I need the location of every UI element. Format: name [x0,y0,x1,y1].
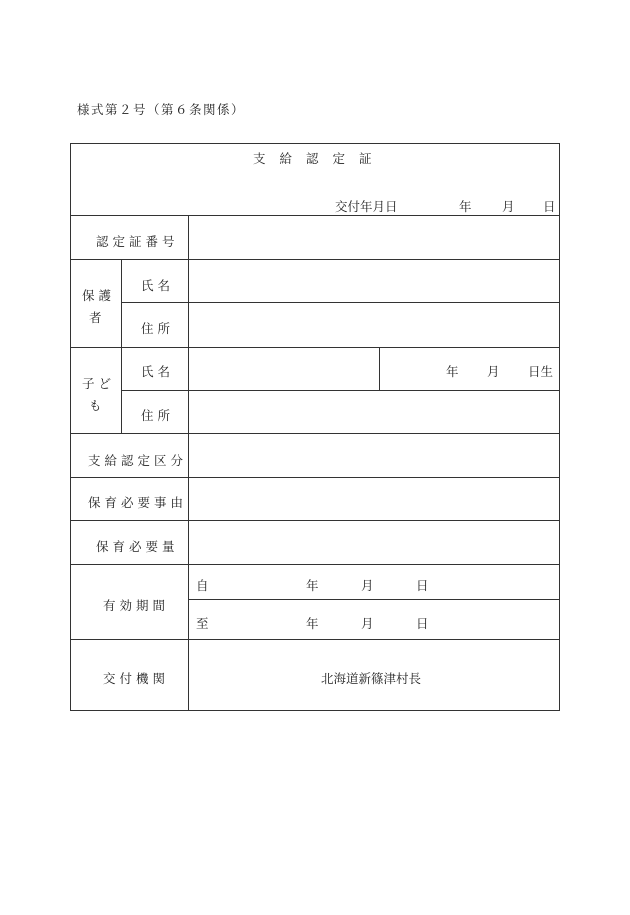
category-field[interactable] [189,434,559,476]
child-address-field[interactable] [189,391,559,432]
reason-field[interactable] [189,478,559,519]
issue-day-label: 日 [543,199,556,214]
category-label: 支給認定区分 [88,453,188,468]
validity-to-day: 日 [416,616,429,631]
birth-month-label: 月 [487,364,500,379]
issue-date-label: 交付年月日 [335,199,398,214]
guardian-name-field[interactable] [189,260,559,301]
guardian-label-line2: 者 [89,310,102,325]
issue-year-label: 年 [459,199,472,214]
guardian-address-label: 住所 [141,321,175,336]
certificate-title: 支給認定証 [253,151,386,166]
divider [121,259,122,433]
issue-month-label: 月 [502,199,515,214]
birth-year-label: 年 [446,364,459,379]
cert-number-field[interactable] [189,216,559,258]
form-id: 様式第２号（第６条関係） [77,102,246,117]
issuer-label: 交付機関 [103,671,170,686]
child-label-line1: 子ど [82,376,116,391]
guardian-label-line1: 保護 [82,288,116,303]
birth-day-label: 日生 [528,364,554,379]
cert-number-label: 認定証番号 [96,234,179,249]
issuer-value: 北海道新篠津村長 [321,671,422,686]
child-address-label: 住所 [141,408,175,423]
validity-from-day: 日 [416,578,429,593]
amount-field[interactable] [189,521,559,563]
validity-to-month: 月 [361,616,374,631]
divider [70,564,560,565]
validity-to-label: 至 [196,616,209,631]
guardian-address-field[interactable] [189,303,559,346]
guardian-name-label: 氏名 [141,278,175,293]
child-name-label: 氏名 [141,364,175,379]
validity-from-month: 月 [361,578,374,593]
child-name-field[interactable] [189,348,378,389]
validity-to-year: 年 [306,616,319,631]
divider [379,347,380,390]
validity-from-year: 年 [306,578,319,593]
amount-label: 保育必要量 [96,539,179,554]
child-label-line2: も [89,398,102,413]
divider [188,599,560,600]
divider [70,639,560,640]
validity-from-label: 自 [196,578,209,593]
validity-label: 有効期間 [103,598,170,613]
reason-label: 保育必要事由 [88,495,188,510]
